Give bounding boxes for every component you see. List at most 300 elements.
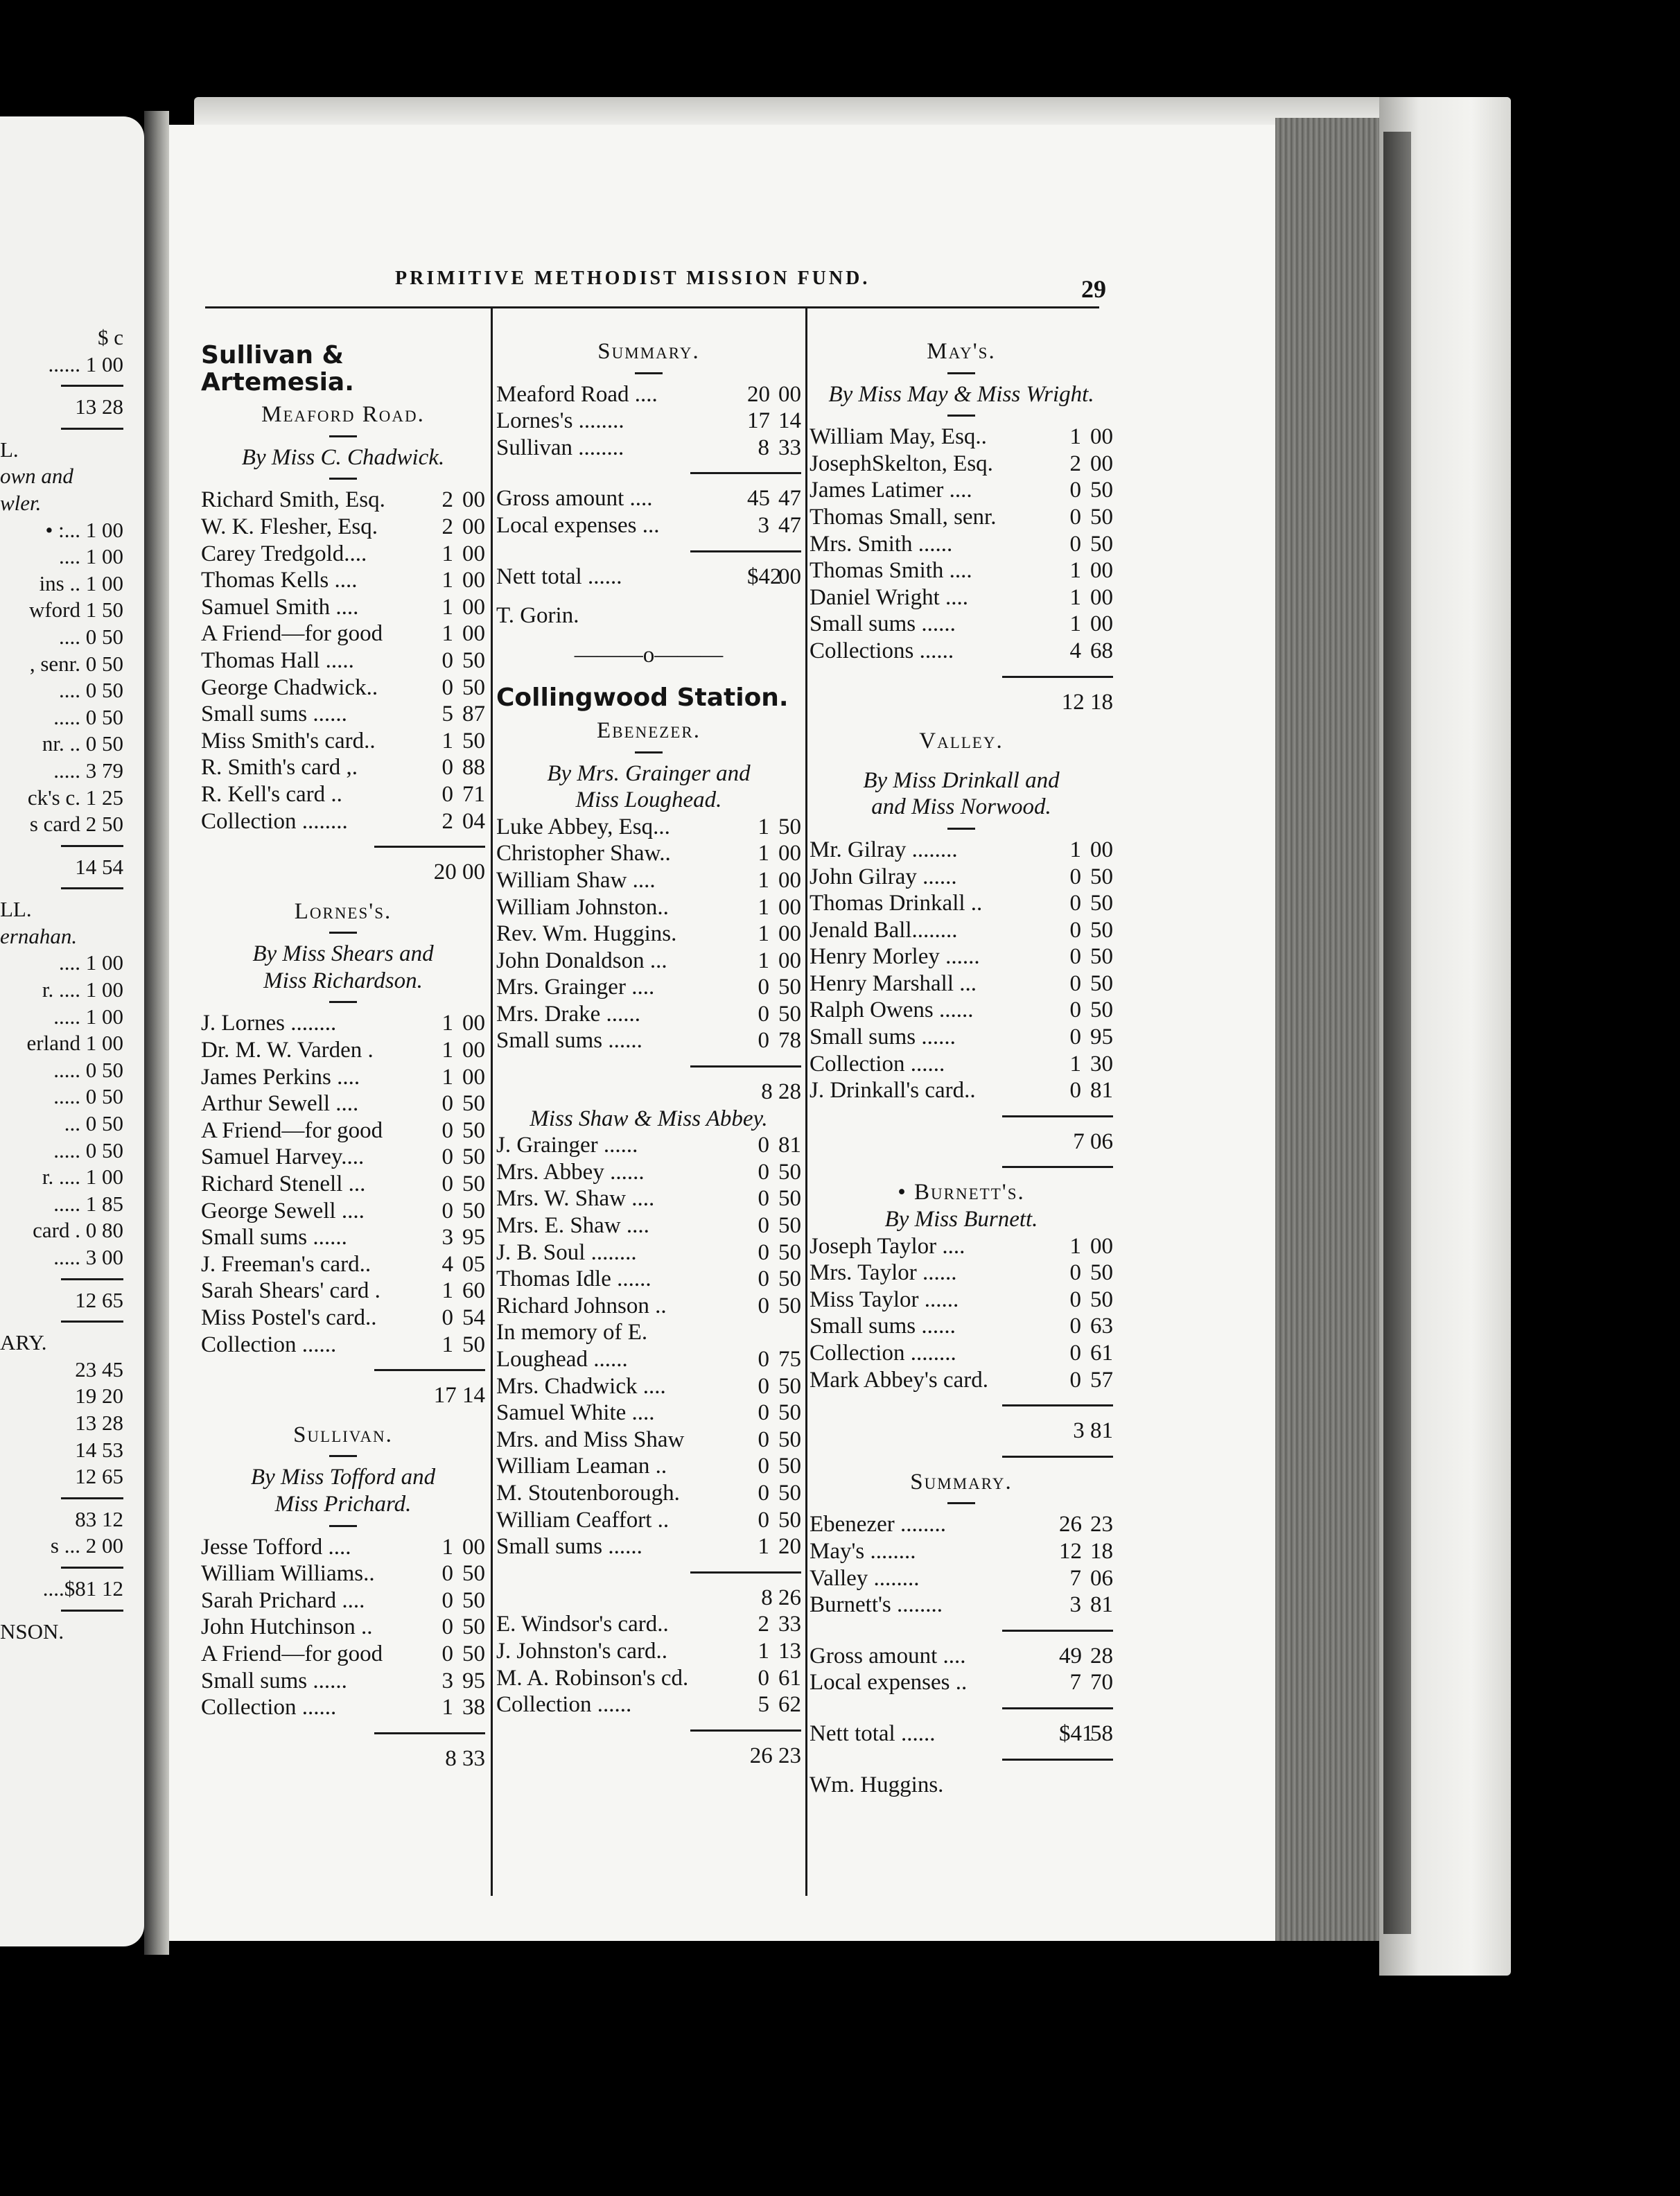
entry-dollars: 4 [1069,638,1081,663]
entry-name: J. Drinkall's card.. [810,1078,976,1104]
entry-dollars: 2 [441,808,453,834]
entry-dollars: 1 [441,1695,453,1720]
left-page-line: ...... 1 00 [48,351,123,376]
entry-cents: 50 [1090,531,1113,557]
entry-name: A Friend—for good [201,621,383,647]
entry-cents: 50 [778,1454,801,1479]
entry-row [810,1260,1113,1287]
column-mays-valley-burnetts [810,338,1113,1798]
entry-dollars: 3 [758,512,769,538]
left-page-line: 13 28 [75,1410,123,1435]
left-page-line: ..... 0 50 [53,1138,123,1162]
entry-dollars: 12 [1059,1538,1082,1564]
entry-row [810,1367,1113,1394]
entry-cents: 38 [462,1695,485,1720]
entry-cents: 50 [778,1427,801,1452]
entry-cents: 95 [462,1225,485,1250]
entry-row [496,381,801,408]
entry-dollars: 3 [441,1668,453,1693]
entry-cents: 50 [462,1641,485,1666]
entry-name: A Friend—for good [201,1117,383,1143]
section-heading: • Burnett's. [898,1180,1025,1205]
entry-name: William Johnston.. [496,894,669,920]
entry-row [496,1373,801,1400]
subtotal: 17 14 [433,1383,485,1409]
entry-dollars: 1 [1069,611,1081,637]
spacer [201,886,485,898]
entry-row [201,701,485,728]
entry-dollars: 1 [441,1332,453,1357]
total-rule [61,1321,123,1323]
entry-row [810,1313,1113,1340]
entry-dollars: 1 [441,728,453,753]
entry-dollars: 1 [441,1038,453,1063]
entry-name: Richard Stenell ... [201,1171,366,1197]
entry-row [201,728,485,755]
entry-row [201,541,485,568]
total-rule [690,550,801,552]
entry-row [496,1533,801,1560]
entry-cents: 88 [462,755,485,781]
entry-dollars: 1 [1069,558,1081,584]
collector-line: By Miss Drinkall and [863,767,1060,793]
entry-cents: 50 [778,1373,801,1399]
subtotal: 12 18 [1061,689,1113,715]
entry-name: Small sums ...... [201,1225,347,1250]
entry-name: Loughead ...... [496,1347,628,1372]
subtotal: 8 33 [445,1745,485,1771]
short-rule [329,932,357,934]
entry-name: Burnett's ........ [810,1592,943,1618]
entry-name: William May, Esq.. [810,424,987,450]
entry-name: Miss Taylor ...... [810,1287,959,1312]
entry-name: Mrs. Abbey ...... [496,1159,645,1185]
entry-name: Mrs. Taylor ...... [810,1260,957,1286]
entry-name: Mrs. Chadwick .... [496,1373,666,1399]
entry-dollars: 0 [441,1614,453,1640]
collector-line: Miss Richardson. [263,968,423,993]
entry-dollars: 0 [1069,1341,1081,1366]
entry-cents: 50 [778,814,801,839]
entry-name: Henry Morley ...... [810,944,980,970]
entry-dollars: 20 [747,381,770,407]
entry-row [810,1233,1113,1260]
entry-name: John Donaldson ... [496,948,667,973]
entry-cents: 50 [778,1400,801,1426]
entry-cents: 00 [778,841,801,866]
entry-cents: 50 [1090,478,1113,503]
spacer [496,668,801,681]
entry-cents: 50 [1090,944,1113,970]
entry-cents: 00 [778,564,801,589]
entry-cents: 50 [778,1213,801,1239]
entry-cents: 68 [1090,638,1113,663]
left-page-line: erland 1 00 [26,1031,123,1056]
entry-cents: 70 [1090,1670,1113,1696]
spacer [810,715,1113,728]
entry-cents: 28 [1090,1643,1113,1668]
total-rule [61,1610,123,1612]
entry-cents: 50 [778,1001,801,1027]
entry-name: J. Lornes ........ [201,1011,337,1036]
entry-name: Mrs. and Miss Shaw [496,1427,685,1452]
left-page-line: wler. [0,490,42,515]
entry-cents: 50 [462,1171,485,1197]
entry-name: May's ........ [810,1538,916,1564]
entry-row [201,1560,485,1587]
text-line: In memory of E. [496,1320,648,1345]
entry-dollars: 0 [1069,531,1081,557]
entry-cents: 50 [462,1332,485,1357]
entry-cents: 33 [778,435,801,460]
entry-dollars: 49 [1059,1643,1082,1668]
left-page-line: card . 0 80 [33,1218,123,1243]
entry-cents: 50 [778,1266,801,1292]
entry-row [496,1001,801,1028]
entry-dollars: 0 [1069,504,1081,530]
entry-row [496,1159,801,1186]
entry-name: William Ceaffort .. [496,1507,670,1533]
entry-dollars: $41 [1059,1720,1094,1746]
entry-row [810,1340,1113,1367]
entry-cents: 00 [462,1064,485,1090]
total-rule [61,887,123,889]
entry-row [201,1064,485,1091]
entry-name: Miss Smith's card.. [201,728,376,753]
entry-row [201,1694,485,1721]
entry-cents: 00 [462,1011,485,1036]
entry-name: Mrs. W. Shaw .... [496,1186,655,1212]
entry-dollars: 4 [441,1251,453,1277]
entry-row [496,1212,801,1239]
entry-dollars: 0 [1069,970,1081,996]
entry-row [810,1051,1113,1078]
entry-name: Ralph Owens ...... [810,997,974,1023]
entry-cents: 06 [1090,1565,1113,1591]
left-page-line: , senr. 0 50 [29,651,123,676]
entry-name: James Perkins .... [201,1064,360,1090]
entry-dollars: 1 [441,1011,453,1036]
running-header: PRIMITIVE METHODIST MISSION FUND. [395,268,870,289]
entry-cents: 54 [462,1305,485,1330]
entry-dollars: 1 [758,1534,769,1560]
entry-cents: 50 [462,1117,485,1143]
entry-row [810,864,1113,891]
entry-row [810,638,1113,665]
entry-dollars: 0 [758,1665,769,1691]
left-page-line: ARY. [0,1330,47,1355]
entry-cents: 00 [462,1038,485,1063]
entry-cents: 00 [462,541,485,566]
section-heading: Meaford Road. [261,402,425,428]
column-rule-1 [491,308,493,1896]
entry-name: R. Smith's card ,. [201,755,358,781]
left-page-line: ..... 0 50 [53,1057,123,1082]
entry-row [201,514,485,541]
entry-name: J. Grainger ...... [496,1133,638,1158]
entry-row [496,921,801,948]
total-rule [374,1732,485,1734]
entry-dollars: 0 [758,975,769,1000]
entry-row [496,840,801,867]
entry-row [810,970,1113,997]
entry-name: Joseph Taylor .... [810,1233,965,1259]
entry-cents: 50 [462,647,485,673]
entry-name: Sarah Shears' card . [201,1278,380,1304]
left-page-line: ernahan. [0,923,78,948]
total-rule [690,472,801,474]
entry-cents: 00 [778,894,801,920]
entry-row [496,1266,801,1293]
entry-row [810,917,1113,944]
entry-name: A Friend—for good [201,1641,383,1666]
entry-row [201,1198,485,1225]
left-page-line: 14 53 [75,1437,123,1462]
entry-name: Gross amount .... [810,1643,966,1668]
subtotal: 8 26 [761,1585,801,1610]
station-title: Sullivan & Artemesia. [201,341,354,397]
entry-cents: 00 [1090,584,1113,610]
entry-name: Ebenezer ........ [810,1512,946,1537]
entry-name: R. Kell's card .. [201,781,342,807]
entry-cents: 00 [1090,424,1113,450]
entry-name: Thomas Kells .... [201,568,358,593]
entry-dollars: 0 [441,647,453,673]
entry-name: Local expenses ... [496,512,660,538]
entry-name: Collection ...... [201,1695,337,1720]
subtotal: 7 06 [1073,1128,1113,1154]
entry-dollars: 0 [441,1117,453,1143]
entry-name: Sarah Prichard .... [201,1587,365,1613]
entry-name: Samuel White .... [496,1400,655,1426]
entry-row [810,1592,1113,1619]
entry-name: Mark Abbey's card. [810,1367,988,1393]
entry-cents: 23 [1090,1512,1113,1537]
entry-cents: 00 [1090,611,1113,637]
entry-dollars: 0 [441,755,453,781]
entry-dollars: 45 [747,486,770,512]
entry-row [810,1077,1113,1104]
entry-row [810,477,1113,504]
entry-name: Mrs. Drake ...... [496,1001,641,1027]
entry-dollars: 2 [1069,451,1081,476]
left-page-line: wford 1 50 [28,598,123,622]
subtotal: 8 28 [761,1079,801,1105]
column-rule-2 [805,308,807,1896]
entry-row [496,1400,801,1427]
entry-dollars: 7 [1069,1670,1081,1696]
left-page-line: 13 28 [75,394,123,419]
entry-name: Samuel Smith .... [201,594,359,620]
page-block-edges [1275,118,1379,1941]
entry-row [201,1305,485,1332]
entry-dollars: 0 [1069,1078,1081,1104]
entry-dollars: 0 [758,1213,769,1239]
entry-name: M. A. Robinson's cd. [496,1665,689,1691]
entry-row [496,1185,801,1212]
entry-dollars: 0 [758,1373,769,1399]
left-page-line: r. .... 1 00 [42,1165,123,1190]
entry-name: Thomas Small, senr. [810,504,997,530]
entry-name: John Gilray ...... [810,864,957,889]
entry-cents: 63 [1090,1314,1113,1339]
entry-dollars: 0 [441,1171,453,1197]
entry-row [496,1132,801,1159]
entry-dollars: 1 [758,814,769,839]
total-rule [61,428,123,430]
header-rule [205,306,1099,308]
left-page-line: ins .. 1 00 [39,570,123,595]
left-page-line: s ... 2 00 [50,1533,123,1558]
entry-cents: 50 [1090,1287,1113,1312]
entry-dollars: 1 [758,921,769,947]
entry-name: Mrs. E. Shaw .... [496,1213,649,1239]
left-page-line: ..... 3 79 [53,758,123,783]
total-rule [61,1278,123,1280]
section-heading: Summary. [910,1469,1013,1494]
entry-row [810,943,1113,970]
entry-name: W. K. Flesher, Esq. [201,514,378,539]
entry-dollars: 0 [1069,1287,1081,1312]
column-collingwood [496,338,801,1769]
total-rule [690,1571,801,1574]
spacer [810,755,1113,767]
entry-name: Collection ...... [810,1051,945,1077]
left-page-line: ..... 1 85 [53,1191,123,1216]
entry-dollars: 0 [758,1186,769,1212]
entry-cents: 50 [462,1614,485,1640]
entry-row [496,867,801,894]
page-number: 29 [1081,275,1106,303]
entry-dollars: $42 [747,564,782,589]
entry-cents: 95 [462,1668,485,1693]
left-page-line: 14 54 [75,854,123,879]
short-rule [947,415,975,417]
entry-dollars: 0 [441,1305,453,1330]
entry-row [810,837,1113,864]
entry-cents: 00 [462,568,485,593]
entry-row [496,512,801,539]
entry-cents: 50 [778,1293,801,1318]
entry-dollars: 1 [1069,1051,1081,1077]
entry-row [810,611,1113,638]
entry-dollars: 1 [1069,1233,1081,1259]
entry-row [201,1278,485,1305]
left-page-line: 19 20 [75,1384,123,1409]
text-line: T. Gorin. [496,603,579,629]
collector-line: By Mrs. Grainger and [547,760,751,786]
entry-cents: 00 [462,487,485,513]
entry-row [810,1511,1113,1538]
section-heading: May's. [927,339,996,364]
entry-cents: 00 [778,867,801,893]
entry-cents: 50 [462,728,485,753]
left-page-line: .... 0 50 [59,678,123,703]
entry-row [201,1534,485,1561]
entry-cents: 00 [462,1534,485,1560]
left-page-line: 12 65 [75,1287,123,1312]
entry-cents: 50 [778,1159,801,1185]
entry-cents: 47 [778,512,801,538]
entry-row [201,1010,485,1037]
entry-name: Richard Johnson .. [496,1293,667,1318]
left-page-line: nr. .. 0 50 [42,731,123,756]
total-rule [1002,1166,1113,1168]
entry-dollars: 1 [758,841,769,866]
total-rule [61,1497,123,1499]
short-rule [947,1502,975,1504]
total-rule [374,846,485,848]
entry-row [496,435,801,462]
entry-dollars: 1 [441,541,453,566]
section-heading: Valley. [919,729,1004,754]
entry-cents: 18 [1090,1538,1113,1564]
entry-row [201,1144,485,1171]
entry-row [201,1171,485,1198]
entry-cents: 60 [462,1278,485,1304]
entry-row [201,647,485,674]
entry-dollars: 1 [1069,584,1081,610]
total-rule [61,845,123,847]
left-page-line: ... 0 50 [64,1111,123,1136]
entry-row [496,408,801,435]
total-rule [1002,1404,1113,1406]
left-page-line: .... 0 50 [59,624,123,649]
entry-name: Mrs. Grainger .... [496,975,655,1000]
entry-row [496,1691,801,1718]
entry-name: Nett total ...... [810,1720,936,1746]
entry-dollars: 1 [441,594,453,620]
entry-cents: 47 [778,486,801,512]
left-page-line: ..... 0 50 [53,1084,123,1109]
entry-cents: 00 [778,381,801,407]
entry-row [201,1117,485,1144]
total-rule [1002,1707,1113,1709]
entry-name: George Chadwick.. [201,674,378,700]
entry-name: Collection ...... [496,1692,632,1718]
entry-row [496,948,801,975]
entry-row [810,1565,1113,1592]
entry-row [201,1090,485,1117]
total-rule [1002,1759,1113,1761]
entry-row [810,1669,1113,1696]
entry-dollars: 0 [758,1507,769,1533]
entry-name: Thomas Hall ..... [201,647,354,673]
collector-line: By Miss C. Chadwick. [241,444,445,470]
short-rule [947,828,975,830]
section-heading: Lornes's. [294,898,392,924]
collector-line: Miss Loughead. [575,787,722,813]
entry-dollars: 7 [1069,1565,1081,1591]
entry-row [496,1239,801,1266]
entry-name: William Leaman .. [496,1454,667,1479]
entry-row [201,781,485,808]
entry-dollars: 0 [758,1001,769,1027]
entry-row [496,974,801,1001]
entry-dollars: 2 [758,1612,769,1637]
entry-name: Small sums ...... [201,702,347,727]
entry-dollars: 0 [1069,891,1081,916]
entry-row [810,424,1113,451]
entry-row [201,1641,485,1668]
entry-cents: 81 [778,1133,801,1158]
entry-cents: 57 [1090,1367,1113,1393]
entry-cents: 61 [1090,1341,1113,1366]
entry-name: Small sums ...... [810,1025,956,1050]
entry-row [201,1587,485,1614]
entry-row [810,504,1113,531]
entry-dollars: 1 [758,867,769,893]
